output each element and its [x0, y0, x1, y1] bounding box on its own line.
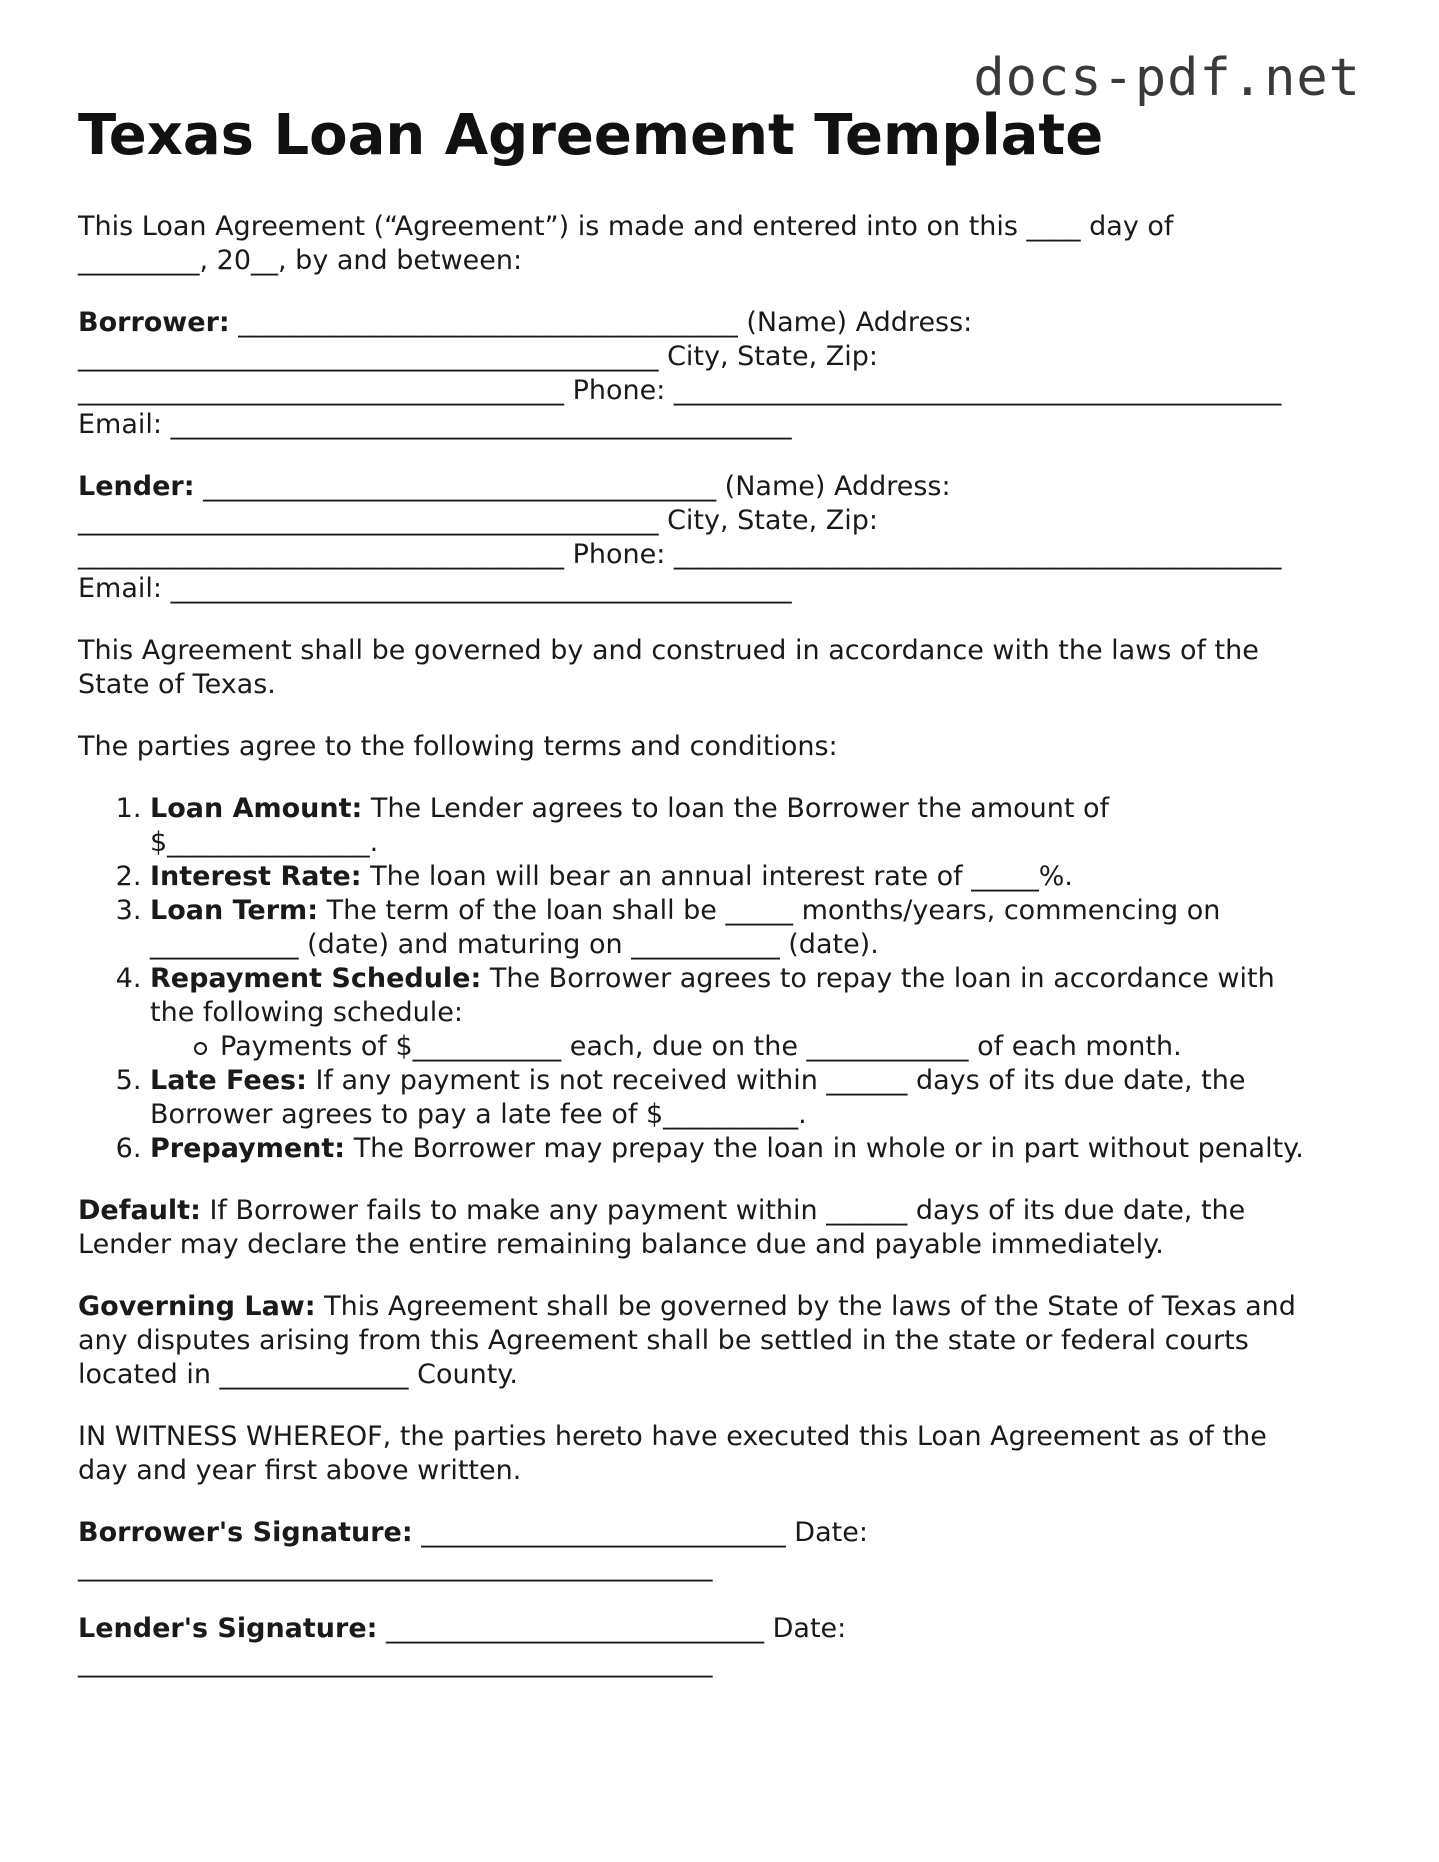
intro-line-1: This Loan Agreement (“Agreement”) is made and entered into on this ____ day of	[78, 211, 1174, 242]
term-text: ___________ (date) and maturing on ___________ (date).	[150, 929, 879, 960]
lender-label: Lender:	[78, 471, 195, 502]
governing-law-line-2: any disputes arising from this Agreement shall be settled in the state or federal courts	[78, 1325, 1249, 1356]
borrower-date-line: _______________________________________________	[78, 1551, 713, 1582]
term-text: The loan will bear an annual interest rate of _____%.	[361, 861, 1074, 892]
lender-phone-line: ____________________________________ Phone: _____________________________________________	[78, 539, 1282, 570]
term-label: Repayment Schedule:	[150, 963, 482, 994]
term-text: Borrower agrees to pay a late fee of $__________.	[150, 1099, 807, 1130]
borrower-signature-label: Borrower's Signature:	[78, 1517, 413, 1548]
governed-paragraph	[78, 634, 1368, 702]
governing-law-line-1: This Agreement shall be governed by the laws of the State of Texas and	[315, 1291, 1296, 1322]
intro-line-2: _________, 20__, by and between:	[78, 245, 523, 276]
lender-signature-label: Lender's Signature:	[78, 1613, 378, 1644]
repayment-sublist	[150, 1030, 1368, 1064]
term-text: The Borrower may prepay the loan in whole or in part without penalty.	[345, 1133, 1304, 1164]
terms-intro: The parties agree to the following terms and conditions:	[78, 731, 838, 762]
borrower-name-address-line: _____________________________________ (Name) Address:	[229, 307, 973, 338]
borrower-city-state-zip-line: ___________________________________________ City, State, Zip:	[78, 341, 879, 372]
term-text: The term of the loan shall be _____ months/years, commencing on	[318, 895, 1221, 926]
default-label: Default:	[78, 1195, 201, 1226]
witness-line-1: IN WITNESS WHEREOF, the parties hereto have executed this Loan Agreement as of the	[78, 1421, 1267, 1452]
governed-line-1: This Agreement shall be governed by and construed in accordance with the laws of the	[78, 635, 1259, 666]
term-late-fees	[150, 1064, 1368, 1132]
borrower-signature-block	[78, 1516, 1368, 1584]
terms-list	[78, 792, 1368, 1166]
term-label: Prepayment:	[150, 1133, 346, 1164]
lender-signature-line: ____________________________ Date:	[377, 1613, 847, 1644]
term-label: Late Fees:	[150, 1065, 307, 1096]
lender-block	[78, 470, 1368, 606]
borrower-block	[78, 306, 1368, 442]
repayment-payments-item: Payments of $___________ each, due on the ____________ of each month.	[220, 1030, 1368, 1064]
site-watermark: docs-pdf.net	[973, 48, 1361, 108]
term-label: Interest Rate:	[150, 861, 362, 892]
borrower-signature-line: ___________________________ Date:	[412, 1517, 868, 1548]
lender-city-state-zip-line: ___________________________________________ City, State, Zip:	[78, 505, 879, 536]
witness-paragraph	[78, 1420, 1368, 1488]
borrower-label: Borrower:	[78, 307, 230, 338]
page-title: Texas Loan Agreement Template	[78, 103, 1104, 168]
term-text: The Borrower agrees to repay the loan in accordance with	[481, 963, 1275, 994]
term-loan-term	[150, 894, 1368, 962]
lender-email-line: Email: ______________________________________________	[78, 573, 792, 604]
term-label: Loan Term:	[150, 895, 318, 926]
borrower-phone-line: ____________________________________ Phone: _____________________________________________	[78, 375, 1282, 406]
term-text: $_______________.	[150, 827, 379, 858]
lender-signature-block	[78, 1612, 1368, 1680]
intro-paragraph	[78, 210, 1368, 278]
term-prepayment	[150, 1132, 1368, 1166]
witness-line-2: day and year first above written.	[78, 1455, 522, 1486]
document-page	[78, 100, 1368, 1680]
borrower-email-line: Email: ______________________________________________	[78, 409, 792, 440]
term-text: If any payment is not received within ______ days of its due date, the	[306, 1065, 1246, 1096]
governed-line-2: State of Texas.	[78, 669, 276, 700]
term-interest-rate	[150, 860, 1368, 894]
governing-law-line-3: located in ______________ County.	[78, 1359, 519, 1390]
term-repayment-schedule	[150, 962, 1368, 1064]
governing-law-label: Governing Law:	[78, 1291, 316, 1322]
term-label: Loan Amount:	[150, 793, 363, 824]
default-line-1: If Borrower fails to make any payment within ______ days of its due date, the	[200, 1195, 1246, 1226]
governing-law-paragraph	[78, 1290, 1368, 1392]
default-line-2: Lender may declare the entire remaining balance due and payable immediately.	[78, 1229, 1164, 1260]
lender-date-line: _______________________________________________	[78, 1647, 713, 1678]
term-text: The Lender agrees to loan the Borrower the amount of	[362, 793, 1110, 824]
term-text: the following schedule:	[150, 997, 463, 1028]
term-loan-amount	[150, 792, 1368, 860]
lender-name-address-line: ______________________________________ (Name) Address:	[194, 471, 951, 502]
default-paragraph	[78, 1194, 1368, 1262]
